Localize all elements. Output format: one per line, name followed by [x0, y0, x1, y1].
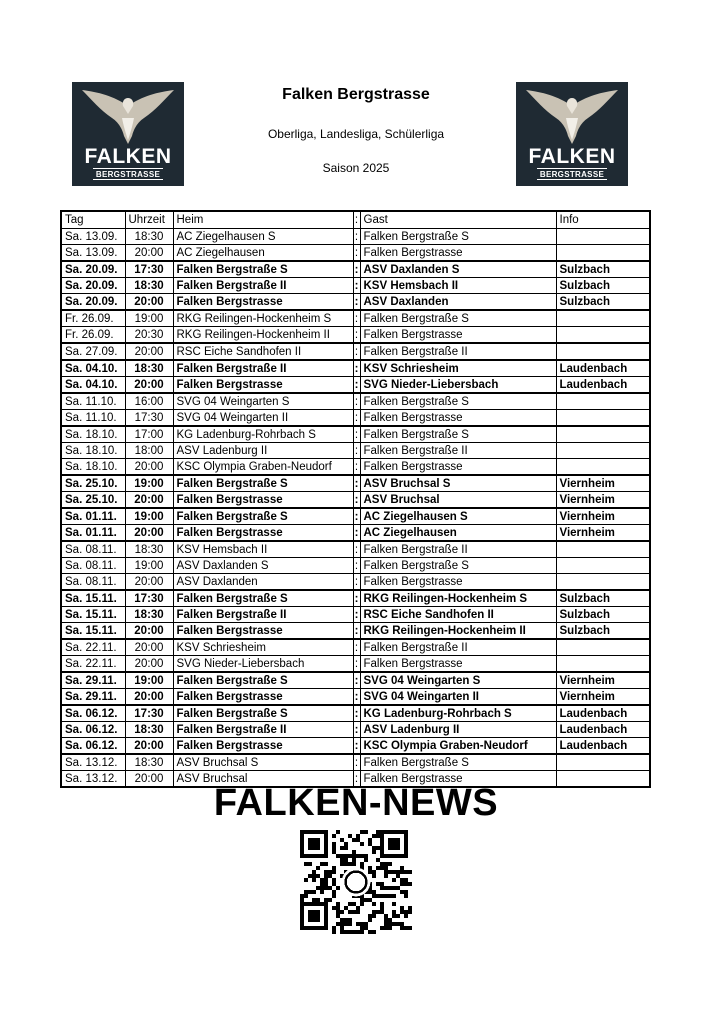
cell-date: Sa. 04.10. [61, 360, 125, 377]
table-row [61, 705, 650, 722]
logo-wordmark: FALKEN [528, 145, 616, 168]
cell-venue [556, 541, 650, 558]
column-header-separator: : [353, 211, 360, 229]
cell-home-team: AC Ziegelhausen [173, 245, 353, 262]
cell-separator: : [353, 492, 360, 509]
cell-separator: : [353, 656, 360, 673]
table-row [61, 689, 650, 706]
cell-date: Sa. 27.09. [61, 343, 125, 360]
cell-time: 20:00 [125, 771, 173, 788]
table-header-row [61, 211, 650, 229]
cell-home-team: Falken Bergstraße S [173, 508, 353, 525]
cell-guest-team: KSC Olympia Graben-Neudorf [360, 738, 556, 755]
cell-date: Sa. 13.12. [61, 771, 125, 788]
cell-guest-team: AC Ziegelhausen [360, 525, 556, 542]
logo-subtitle: BERGSTRASSE [93, 168, 163, 180]
cell-date: Sa. 20.09. [61, 278, 125, 294]
cell-home-team: RKG Reilingen-Hockenheim S [173, 310, 353, 327]
cell-guest-team: Falken Bergstraße S [360, 754, 556, 771]
cell-separator: : [353, 343, 360, 360]
cell-time: 18:30 [125, 607, 173, 623]
cell-home-team: KSV Schriesheim [173, 639, 353, 656]
cell-venue: Viernheim [556, 492, 650, 509]
table-row [61, 343, 650, 360]
cell-venue [556, 229, 650, 245]
cell-venue [556, 574, 650, 591]
table-row [61, 310, 650, 327]
cell-guest-team: ASV Daxlanden S [360, 261, 556, 278]
cell-date: Sa. 04.10. [61, 377, 125, 394]
table-row [61, 278, 650, 294]
cell-home-team: ASV Daxlanden [173, 574, 353, 591]
table-row [61, 360, 650, 377]
table-row [61, 459, 650, 476]
cell-guest-team: Falken Bergstraße S [360, 393, 556, 410]
cell-home-team: Falken Bergstrasse [173, 377, 353, 394]
table-row [61, 639, 650, 656]
cell-separator: : [353, 475, 360, 492]
cell-time: 20:00 [125, 656, 173, 673]
cell-date: Sa. 11.10. [61, 393, 125, 410]
cell-date: Sa. 18.10. [61, 426, 125, 443]
table-row [61, 623, 650, 640]
cell-home-team: Falken Bergstrasse [173, 623, 353, 640]
cell-guest-team: Falken Bergstraße II [360, 443, 556, 459]
cell-time: 18:30 [125, 722, 173, 738]
cell-separator: : [353, 754, 360, 771]
cell-guest-team: Falken Bergstraße II [360, 639, 556, 656]
cell-separator: : [353, 426, 360, 443]
league-subtitle: Oberliga, Landesliga, Schülerliga [267, 127, 445, 141]
cell-time: 18:30 [125, 229, 173, 245]
column-header-tag: Tag [61, 211, 125, 229]
cell-date: Sa. 13.12. [61, 754, 125, 771]
cell-home-team: SVG 04 Weingarten S [173, 393, 353, 410]
cell-time: 19:00 [125, 558, 173, 574]
cell-guest-team: Falken Bergstrasse [360, 459, 556, 476]
cell-date: Sa. 15.11. [61, 623, 125, 640]
cell-home-team: SVG 04 Weingarten II [173, 410, 353, 427]
cell-separator: : [353, 541, 360, 558]
cell-separator: : [353, 639, 360, 656]
table-row [61, 393, 650, 410]
cell-home-team: Falken Bergstraße S [173, 590, 353, 607]
cell-separator: : [354, 444, 359, 457]
cell-guest-team: SVG 04 Weingarten S [360, 672, 556, 689]
cell-venue [556, 558, 650, 574]
cell-time: 20:00 [125, 738, 173, 755]
cell-separator: : [353, 410, 360, 427]
cell-venue [556, 393, 650, 410]
cell-guest-team: Falken Bergstrasse [360, 327, 556, 344]
cell-date: Sa. 25.10. [61, 475, 125, 492]
cell-separator: : [353, 771, 360, 788]
cell-separator: : [353, 393, 360, 410]
cell-guest-team: Falken Bergstraße S [360, 426, 556, 443]
cell-venue: Laudenbach [556, 738, 650, 755]
cell-date: Sa. 11.10. [61, 410, 125, 427]
cell-date: Sa. 29.11. [61, 689, 125, 706]
table-row [61, 607, 650, 623]
cell-separator: : [353, 261, 360, 278]
cell-guest-team: Falken Bergstrasse [360, 771, 556, 788]
cell-guest-team: Falken Bergstrasse [360, 410, 556, 427]
cell-date: Sa. 13.09. [61, 245, 125, 262]
cell-venue [556, 343, 650, 360]
cell-time: 20:00 [125, 459, 173, 476]
table-row [61, 377, 650, 394]
cell-venue: Viernheim [556, 475, 650, 492]
table-row [61, 738, 650, 755]
cell-time: 20:00 [125, 623, 173, 640]
cell-home-team: ASV Daxlanden S [173, 558, 353, 574]
table-row [61, 261, 650, 278]
cell-home-team: KSV Hemsbach II [173, 541, 353, 558]
cell-separator: : [353, 525, 360, 542]
cell-date: Sa. 22.11. [61, 656, 125, 673]
cell-separator: : [353, 360, 360, 377]
cell-venue: Laudenbach [556, 705, 650, 722]
cell-home-team: ASV Bruchsal [173, 771, 353, 788]
cell-separator: : [353, 245, 360, 262]
table-row [61, 722, 650, 738]
table-row [61, 294, 650, 311]
table-row [61, 590, 650, 607]
cell-date: Sa. 13.09. [61, 229, 125, 245]
cell-venue [556, 310, 650, 327]
cell-venue [556, 426, 650, 443]
cell-time: 19:00 [125, 475, 173, 492]
falken-news-heading: FALKEN-NEWS [213, 782, 499, 824]
cell-date: Sa. 08.11. [61, 558, 125, 574]
cell-guest-team: Falken Bergstrasse [360, 245, 556, 262]
cell-time: 16:00 [125, 393, 173, 410]
cell-guest-team: Falken Bergstraße S [360, 558, 556, 574]
cell-home-team: Falken Bergstraße II [173, 722, 353, 738]
cell-time: 20:30 [125, 327, 173, 344]
cell-guest-team: KG Ladenburg-Rohrbach S [360, 705, 556, 722]
table-row [61, 754, 650, 771]
cell-date: Sa. 25.10. [61, 492, 125, 509]
cell-home-team: Falken Bergstrasse [173, 689, 353, 706]
cell-time: 20:00 [125, 343, 173, 360]
cell-date: Sa. 01.11. [61, 508, 125, 525]
cell-guest-team: AC Ziegelhausen S [360, 508, 556, 525]
table-row [61, 426, 650, 443]
cell-separator: : [353, 672, 360, 689]
cell-date: Sa. 18.10. [61, 459, 125, 476]
cell-time: 19:00 [125, 508, 173, 525]
cell-home-team: Falken Bergstraße II [173, 278, 353, 294]
cell-venue: Laudenbach [556, 722, 650, 738]
cell-venue: Laudenbach [556, 360, 650, 377]
logo-subtitle: BERGSTRASSE [537, 168, 607, 180]
cell-date: Sa. 08.11. [61, 574, 125, 591]
cell-venue [556, 459, 650, 476]
table-row [61, 574, 650, 591]
cell-time: 18:30 [125, 278, 173, 294]
cell-home-team: Falken Bergstrasse [173, 492, 353, 509]
cell-date: Sa. 08.11. [61, 541, 125, 558]
schedule-table [60, 210, 651, 788]
cell-time: 19:00 [125, 672, 173, 689]
table-row [61, 410, 650, 427]
table-row [61, 508, 650, 525]
cell-home-team: KSC Olympia Graben-Neudorf [173, 459, 353, 476]
cell-venue: Sulzbach [556, 278, 650, 294]
schedule-body [61, 229, 650, 788]
cell-venue [556, 327, 650, 344]
cell-separator: : [353, 310, 360, 327]
cell-home-team: Falken Bergstrasse [173, 294, 353, 311]
cell-venue [556, 656, 650, 673]
cell-date: Sa. 20.09. [61, 261, 125, 278]
cell-venue [556, 410, 650, 427]
cell-venue: Sulzbach [556, 623, 650, 640]
cell-venue: Viernheim [556, 672, 650, 689]
cell-separator: : [353, 327, 360, 344]
cell-time: 17:30 [125, 705, 173, 722]
table-row [61, 558, 650, 574]
whatsapp-qr-code-icon[interactable] [300, 830, 412, 934]
cell-date: Sa. 06.12. [61, 722, 125, 738]
cell-date: Sa. 29.11. [61, 672, 125, 689]
cell-separator: : [354, 279, 359, 292]
cell-time: 18:30 [125, 360, 173, 377]
cell-home-team: Falken Bergstraße S [173, 672, 353, 689]
cell-time: 20:00 [125, 377, 173, 394]
cell-date: Sa. 01.11. [61, 525, 125, 542]
cell-venue: Viernheim [556, 508, 650, 525]
cell-date: Sa. 20.09. [61, 294, 125, 311]
cell-home-team: Falken Bergstraße S [173, 261, 353, 278]
cell-time: 20:00 [125, 525, 173, 542]
cell-separator: : [354, 608, 359, 621]
cell-venue: Sulzbach [556, 590, 650, 607]
table-row [61, 492, 650, 509]
season-label: Saison 2025 [322, 161, 390, 175]
cell-separator: : [353, 623, 360, 640]
table-row [61, 525, 650, 542]
table-row [61, 656, 650, 673]
cell-time: 17:30 [125, 261, 173, 278]
cell-date: Sa. 22.11. [61, 639, 125, 656]
cell-date: Sa. 06.12. [61, 705, 125, 722]
cell-home-team: RKG Reilingen-Hockenheim II [173, 327, 353, 344]
cell-guest-team: RKG Reilingen-Hockenheim S [360, 590, 556, 607]
cell-time: 18:00 [125, 443, 173, 459]
cell-guest-team: ASV Ladenburg II [360, 722, 556, 738]
cell-time: 20:00 [125, 294, 173, 311]
cell-guest-team: Falken Bergstrasse [360, 574, 556, 591]
cell-home-team: Falken Bergstraße S [173, 475, 353, 492]
cell-home-team: AC Ziegelhausen S [173, 229, 353, 245]
cell-separator: : [353, 590, 360, 607]
cell-date: Sa. 15.11. [61, 590, 125, 607]
cell-separator: : [353, 574, 360, 591]
cell-date: Fr. 26.09. [61, 327, 125, 344]
table-row [61, 245, 650, 262]
cell-time: 20:00 [125, 492, 173, 509]
cell-time: 20:00 [125, 245, 173, 262]
cell-guest-team: ASV Bruchsal [360, 492, 556, 509]
cell-date: Sa. 06.12. [61, 738, 125, 755]
cell-home-team: Falken Bergstraße S [173, 705, 353, 722]
logo-wordmark: FALKEN [84, 145, 172, 168]
cell-time: 17:00 [125, 426, 173, 443]
cell-separator: : [354, 723, 359, 736]
table-row [61, 672, 650, 689]
cell-home-team: KG Ladenburg-Rohrbach S [173, 426, 353, 443]
cell-separator: : [353, 508, 360, 525]
cell-separator: : [353, 705, 360, 722]
cell-date: Fr. 26.09. [61, 310, 125, 327]
cell-home-team: Falken Bergstraße II [173, 360, 353, 377]
cell-guest-team: Falken Bergstraße II [360, 343, 556, 360]
cell-home-team: RSC Eiche Sandhofen II [173, 343, 353, 360]
cell-guest-team: RKG Reilingen-Hockenheim II [360, 623, 556, 640]
cell-date: Sa. 18.10. [61, 443, 125, 459]
cell-venue: Viernheim [556, 525, 650, 542]
table-row [61, 475, 650, 492]
cell-venue: Sulzbach [556, 294, 650, 311]
cell-time: 20:00 [125, 574, 173, 591]
cell-time: 20:00 [125, 689, 173, 706]
cell-home-team: Falken Bergstrasse [173, 525, 353, 542]
cell-separator: : [354, 559, 359, 572]
table-row [61, 443, 650, 459]
table-row [61, 541, 650, 558]
cell-home-team: ASV Bruchsal S [173, 754, 353, 771]
cell-time: 18:30 [125, 541, 173, 558]
cell-guest-team: KSV Schriesheim [360, 360, 556, 377]
cell-separator: : [353, 738, 360, 755]
cell-guest-team: ASV Daxlanden [360, 294, 556, 311]
cell-guest-team: Falken Bergstrasse [360, 656, 556, 673]
cell-venue [556, 754, 650, 771]
cell-venue [556, 245, 650, 262]
cell-home-team: Falken Bergstrasse [173, 738, 353, 755]
cell-venue: Sulzbach [556, 607, 650, 623]
cell-time: 19:00 [125, 310, 173, 327]
cell-guest-team: ASV Bruchsal S [360, 475, 556, 492]
cell-time: 20:00 [125, 639, 173, 656]
table-row [61, 327, 650, 344]
column-header-home: Heim [173, 211, 353, 229]
cell-venue [556, 639, 650, 656]
column-header-info: Info [556, 211, 650, 229]
cell-separator: : [353, 377, 360, 394]
cell-separator: : [353, 459, 360, 476]
cell-guest-team: SVG Nieder-Liebersbach [360, 377, 556, 394]
cell-venue: Laudenbach [556, 377, 650, 394]
cell-date: Sa. 15.11. [61, 607, 125, 623]
cell-separator: : [353, 294, 360, 311]
cell-home-team: SVG Nieder-Liebersbach [173, 656, 353, 673]
table-row [61, 229, 650, 245]
column-header-time: Uhrzeit [125, 211, 173, 229]
cell-venue: Viernheim [556, 689, 650, 706]
cell-guest-team: RSC Eiche Sandhofen II [360, 607, 556, 623]
cell-guest-team: Falken Bergstraße II [360, 541, 556, 558]
cell-venue [556, 443, 650, 459]
cell-separator: : [353, 689, 360, 706]
cell-guest-team: KSV Hemsbach II [360, 278, 556, 294]
cell-time: 17:30 [125, 410, 173, 427]
cell-separator: : [354, 230, 359, 243]
cell-guest-team: Falken Bergstraße S [360, 310, 556, 327]
page-title: Falken Bergstrasse [282, 86, 430, 103]
cell-time: 17:30 [125, 590, 173, 607]
column-header-guest: Gast [360, 211, 556, 229]
cell-home-team: Falken Bergstraße II [173, 607, 353, 623]
cell-guest-team: Falken Bergstraße S [360, 229, 556, 245]
cell-home-team: ASV Ladenburg II [173, 443, 353, 459]
cell-guest-team: SVG 04 Weingarten II [360, 689, 556, 706]
cell-venue: Sulzbach [556, 261, 650, 278]
cell-time: 18:30 [125, 754, 173, 771]
